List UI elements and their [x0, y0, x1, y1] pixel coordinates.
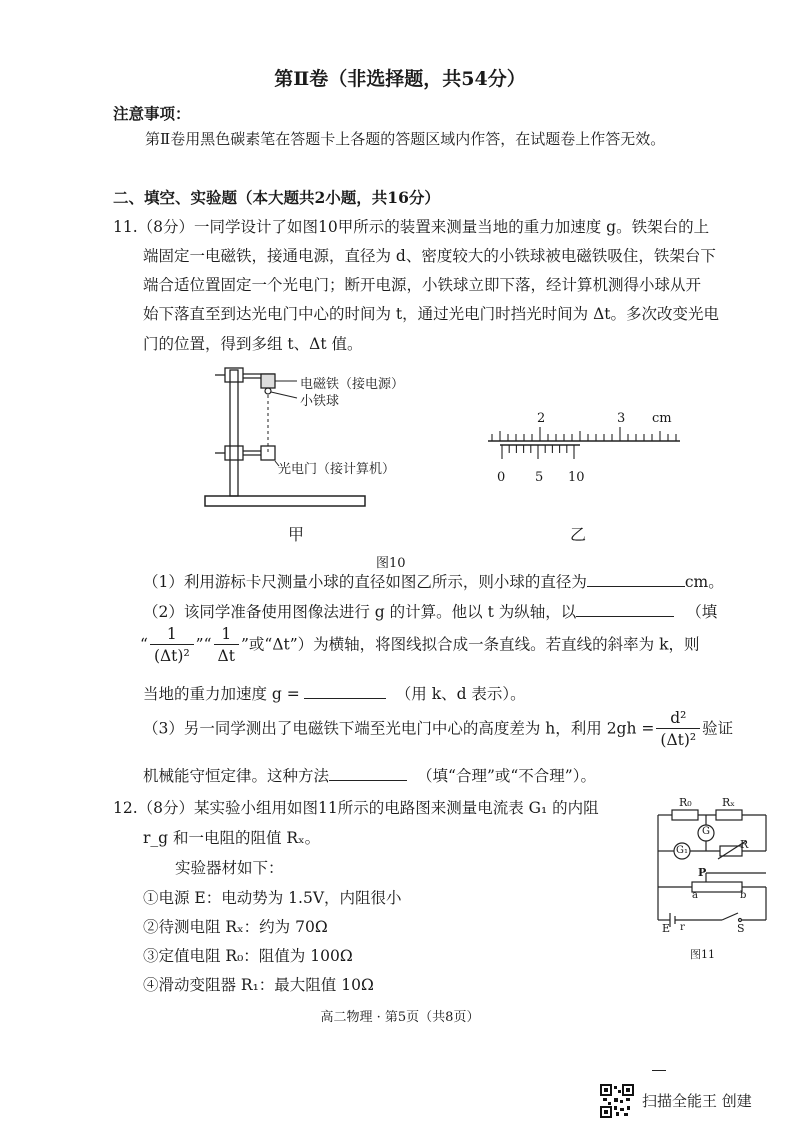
stand-pole — [230, 370, 238, 496]
page-title: 第Ⅱ卷（非选择题，共54分） — [274, 68, 526, 90]
q11-line-4: 始下落直至到达光电门中心的时间为 t，通过光电门时挡光时间为 Δt。多次改变光电 — [143, 305, 720, 323]
q11-sub3-line1 — [143, 708, 733, 751]
q11-sub2-text-c: ”或“Δt”）为横轴，将图线拟合成一条直线。若直线的斜率为 k，则 — [240, 635, 700, 654]
q11-sub2-text-e: （用 k、d 表示）。 — [395, 685, 526, 703]
label-r0: R₀ — [679, 796, 692, 809]
q11-sub2-line1 — [143, 600, 717, 622]
fraction-1-num: 1 — [150, 624, 194, 645]
electromagnet — [261, 374, 275, 388]
fraction-3-num: d² — [656, 708, 700, 729]
label-r-internal: r — [680, 922, 685, 933]
main-scale-ticks — [492, 427, 676, 441]
fraction-2-num: 1 — [214, 624, 239, 645]
q12-line-3: 实验器材如下： — [175, 859, 284, 877]
label-s: S — [737, 922, 745, 935]
q11-quote-mid: ”“ — [195, 635, 212, 654]
slider-rheostat — [692, 882, 742, 892]
section-heading: 二、填空、实验题（本大题共2小题，共16分） — [113, 188, 440, 207]
fraction-d2-over-dt2 — [656, 708, 700, 751]
q11-line-1: 11.（8分）一同学设计了如图10甲所示的装置来测量当地的重力加速度 g。铁架台的上 — [113, 218, 710, 236]
q11-sub1-unit: cm。 — [684, 573, 724, 591]
fraction-3-den: (Δt)² — [660, 731, 697, 749]
label-a: a — [692, 890, 698, 901]
q11-line-5: 门的位置，得到多组 t、Δt 值。 — [143, 335, 363, 353]
q11-line-2: 端固定一电磁铁，接通电源，直径为 d、密度较大的小铁球被电磁铁吸住，铁架台下 — [143, 247, 716, 265]
label-electromagnet: 电磁铁（接电源） — [300, 377, 405, 392]
resistor-r0 — [672, 810, 698, 820]
label-photogate: 光电门（接计算机） — [278, 462, 396, 477]
label-yi: 乙 — [570, 525, 587, 544]
main-scale-label-2: 2 — [537, 411, 546, 426]
q11-sub3-line2 — [143, 764, 596, 786]
watermark-text: 扫描全能王 创建 — [642, 1092, 752, 1110]
fraction-1-den: (Δt)² — [153, 647, 190, 665]
vernier-scale-ticks — [502, 445, 574, 459]
q12-item-4: ④滑动变阻器 R₁：最大阻值 10Ω — [143, 976, 374, 994]
qr-code-icon — [600, 1084, 634, 1118]
fraction-1-over-dt — [214, 624, 239, 667]
vernier-label-10: 10 — [568, 470, 585, 485]
q11-sub2-text-a: （2）该同学准备使用图像法进行 g 的计算。他以 t 为纵轴，以 — [143, 603, 577, 621]
stand-base — [205, 496, 365, 506]
label-e: E — [662, 922, 671, 935]
fraction-2-den: Δt — [217, 647, 235, 665]
vernier-label-5: 5 — [535, 470, 544, 485]
answer-blank-g[interactable] — [304, 683, 386, 700]
iron-ball — [265, 388, 271, 394]
answer-blank-method[interactable] — [329, 765, 407, 782]
label-p: P — [698, 866, 707, 879]
q11-sub2-line2 — [140, 624, 700, 667]
q12-item-3: ③定值电阻 R₀：阻值为 100Ω — [143, 947, 353, 965]
q11-quote-open: “ — [140, 635, 148, 654]
q12-item-2: ②待测电阻 Rₓ：约为 70Ω — [143, 918, 328, 936]
q12-item-1: ①电源 E：电动势为 1.5V，内阻很小 — [143, 889, 402, 907]
resistor-rx — [716, 810, 742, 820]
label-g1: G₁ — [676, 845, 688, 856]
main-scale-label-3: 3 — [617, 411, 626, 426]
q12-line-1: 12.（8分）某实验小组用如图11所示的电路图来测量电流表 G₁ 的内阻 — [113, 799, 599, 817]
label-b: b — [740, 890, 747, 901]
label-jia: 甲 — [288, 525, 305, 544]
footer-dash — [652, 1070, 666, 1071]
fraction-1-over-dt-squared — [150, 624, 194, 667]
page-footer: 高二物理 · 第5页（共8页） — [320, 1010, 480, 1025]
figure-11-caption: 图11 — [690, 948, 715, 961]
q11-sub2-line3 — [143, 682, 526, 704]
q11-sub1 — [143, 570, 724, 592]
q11-sub3-text-c: 机械能守恒定律。这种方法 — [143, 767, 330, 785]
figure-10-caption: 图10 — [376, 556, 406, 571]
vernier-label-0: 0 — [497, 470, 506, 485]
notice-text: 第Ⅱ卷用黑色碳素笔在答题卡上各题的答题区域内作答，在试题卷上作答无效。 — [145, 130, 666, 148]
q11-sub3-text-a: （3）另一同学测出了电磁铁下端至光电门中心的高度差为 h，利用 2gh = — [143, 719, 655, 738]
main-scale-unit: cm — [652, 411, 672, 426]
q12-line-2: r_g 和一电阻的阻值 Rₓ。 — [143, 829, 321, 847]
q11-sub2-text-d: 当地的重力加速度 g = — [143, 685, 300, 703]
q11-sub2-text-b: （填 — [686, 603, 718, 621]
q11-line-3: 端合适位置固定一个光电门；断开电源，小铁球立即下落，经计算机测得小球从开 — [143, 276, 702, 294]
label-rx: Rₓ — [722, 796, 735, 809]
label-r: R — [740, 838, 749, 851]
q11-sub1-text: （1）利用游标卡尺测量小球的直径如图乙所示，则小球的直径为 — [143, 573, 587, 591]
q11-sub3-text-b: 验证 — [702, 719, 734, 738]
notice-heading: 注意事项： — [113, 104, 191, 123]
q11-sub3-text-d: （填“合理”或“不合理”）。 — [417, 767, 596, 785]
answer-blank-axis[interactable] — [576, 601, 674, 618]
label-g: G — [702, 826, 710, 837]
photogate — [261, 446, 275, 460]
label-iron-ball: 小铁球 — [300, 394, 340, 409]
answer-blank-diameter[interactable] — [587, 571, 685, 588]
